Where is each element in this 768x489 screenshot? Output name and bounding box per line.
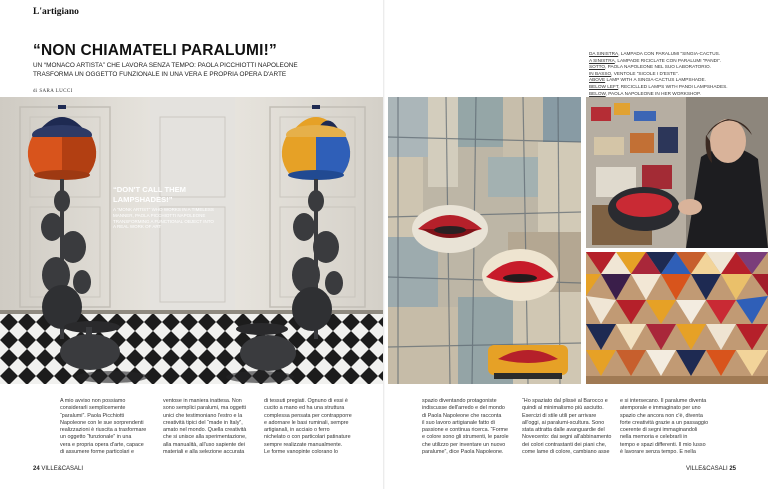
- body-column: [264, 398, 352, 456]
- body-line: amato nel mondo. Quella creatività: [163, 427, 247, 434]
- byline: di SARA LUCCI: [33, 89, 73, 94]
- body-line: è lavorare senza tempo. E nella: [620, 449, 696, 456]
- overlay-subtitle: [113, 207, 214, 230]
- body-line: “paralumi”. Paola Picchiotti: [60, 412, 125, 419]
- body-line: Napoleone con le sue sorprendenti: [60, 419, 144, 426]
- body-line: stata attratta dalle avanguardie del: [522, 427, 605, 434]
- caption-line: SOTTO, PAOLA NAPOLEONE NEL SUO LABORATORIO.: [589, 64, 711, 70]
- body-line: e si intersecano. Il paralume diventa: [620, 398, 707, 404]
- body-line: indiscusse dell'arredo e del mondo: [422, 405, 505, 412]
- body-line: artigianali, in acciaio o ferro: [264, 427, 330, 434]
- body-line: materiali e alla selezione accurata: [163, 449, 245, 456]
- page-gutter: [383, 0, 385, 489]
- body-line: il suo lavoro artigianale fatto di: [422, 419, 495, 426]
- page-number: 25: [729, 466, 736, 472]
- overlay-sub-line: A “MONK ARTIST” WHO WORKS IN A TIMELESS: [113, 207, 214, 212]
- body-line: Novecento: dai segni all'abbinamento: [522, 434, 612, 441]
- body-line: paralume”, dice Paola Napoleone.: [422, 449, 504, 456]
- page-number: 24: [33, 466, 40, 472]
- overlay-title-line: LAMPSHADES!”: [113, 194, 173, 204]
- body-column: [522, 398, 611, 456]
- body-line: alla manualità, all'uso sapiente dei: [163, 441, 245, 448]
- body-line: sempre realizzate manualmente.: [264, 441, 343, 448]
- body-line: Esercizi di stile utili per arrivare: [522, 412, 597, 419]
- body-line: come lame di colore, cambiano asse: [522, 449, 610, 456]
- body-line: un oggetto “funzionale” in una: [60, 434, 132, 441]
- body-line: di Paola Napoleone che racconta: [422, 412, 502, 419]
- body-line: vera e propria opera d'arte, capace: [60, 441, 144, 448]
- body-line: sono semplici paralumi, ma oggetti: [163, 405, 246, 412]
- body-line: passione e continua ricerca. “Forme: [422, 427, 508, 434]
- body-line: spazio diventando protagoniste: [422, 398, 497, 404]
- recycled-lamps-photo: [388, 97, 581, 384]
- body-line: A mio avviso non possiamo: [60, 398, 126, 404]
- overlay-sub-line: A REAL WORK OF ART: [113, 224, 162, 230]
- overlay-title-line: “DON'T CALL THEM: [113, 185, 186, 194]
- cactus-lamps-photo: [0, 97, 383, 384]
- body-line: e colore sono gli strumenti, le parole: [422, 434, 509, 441]
- overlay-sub-line: TRANSFORMING A FUNCTIONAL OBJECT INTO: [113, 218, 214, 224]
- body-line: nella memoria e celebrarli in: [620, 434, 688, 441]
- deck-line: UN “MONACO ARTISTA” CHE LAVORA SENZA TEMPO: PAOLA PICCHIOTTI NAPOLEONE: [33, 62, 298, 69]
- overlay-title: [113, 185, 186, 204]
- body-line: all'oggi, ai paralumi-scultura. Sono: [522, 419, 605, 426]
- body-column: [60, 398, 146, 456]
- ercole-shades-photo: [586, 252, 768, 384]
- body-line: unici che testimoniano l'estro e la: [163, 412, 243, 419]
- body-line: che si unisce alla sperimentazione,: [163, 434, 247, 441]
- body-line: spazio che ancora non c'è, diventa: [620, 412, 703, 419]
- caption-line: IN BASSO, VENTOLE “SICOLE I D'ESTE”.: [589, 70, 679, 76]
- body-line: Le forme vanopinte colorano lo: [264, 449, 339, 456]
- body-line: nichelato o con particolari patinature: [264, 434, 351, 441]
- body-line: creatività tipici del “made in Italy”,: [163, 419, 243, 426]
- headline: “NON CHIAMATELI PARALUMI!”: [33, 42, 277, 59]
- body-line: forte creatività grazie a un passaggio: [620, 419, 709, 426]
- overlay-sub-line: MANNER, PAOLA PICCHIOTTI NAPOLEONE: [113, 212, 206, 218]
- magazine-name: VILLE&CASALI: [41, 466, 84, 472]
- body-line: di assumere forme particolari e: [60, 449, 135, 456]
- body-line: dei colori contrastanti dei piani che,: [522, 441, 607, 448]
- body-line: “Ho spaziato dal plissé al Barocco e: [522, 398, 608, 404]
- body-line: quindi al minimalismo più asciutto.: [522, 405, 604, 412]
- caption-line: BELOW LEFT, RECICLLED LAMPS WITH PANDI LAMPSHADES.: [589, 83, 728, 89]
- body-line: ventose in maniera inattesa. Non: [163, 398, 242, 404]
- artisan-portrait-photo: [586, 97, 768, 248]
- section-label: L'artigiano: [33, 7, 79, 17]
- body-line: considerarli semplicemente: [60, 405, 126, 412]
- body-line: che utilizzo per inventare un nuovo: [422, 441, 506, 448]
- folio-left: [33, 466, 83, 472]
- caption-line: A SINISTRA, LAMPADE RICICLATE CON PARALUMI “PANDI”.: [589, 57, 722, 63]
- magazine-name: VILLE&CASALI: [685, 466, 728, 472]
- caption-line: BELOW, PAOLA NAPOLEONE IN HER WORKSHOP.: [589, 90, 701, 96]
- body-line: tempo e spazi differenti. Il mio lusso: [620, 441, 706, 448]
- body-line: complessa pensata per contrapporre: [264, 412, 352, 419]
- body-column: [422, 398, 509, 456]
- caption-line: DA SINISTRA, LAMPADA CON PARALUMI “SINGIA-CACTUS.: [589, 51, 721, 56]
- body-line: atemporale e immaginato per uno: [620, 405, 701, 412]
- deck-line: TRASFORMA UN OGGETTO FUNZIONALE IN UNA VERA E PROPRIA OPERA D'ARTE: [33, 71, 287, 78]
- body-column: [163, 398, 247, 456]
- caption-line: ABOVE LAMP WITH A SINGIA-CACTUS LAMPSHADE.: [589, 77, 706, 83]
- body-line: coerente di segni immaginandoli: [620, 427, 698, 434]
- photo-captions: [589, 51, 764, 104]
- body-line: e adornare le basi ruminali, sempre: [264, 419, 349, 426]
- body-line: cucito a mano ed ha una struttura: [264, 405, 345, 412]
- body-line: realizzazioni è riuscita a trasformare: [60, 427, 147, 434]
- folio-right: [686, 466, 736, 472]
- deck: [33, 61, 333, 79]
- body-column: [620, 398, 708, 456]
- body-line: di tessuti pregiati. Ognuno di essi è: [264, 398, 348, 404]
